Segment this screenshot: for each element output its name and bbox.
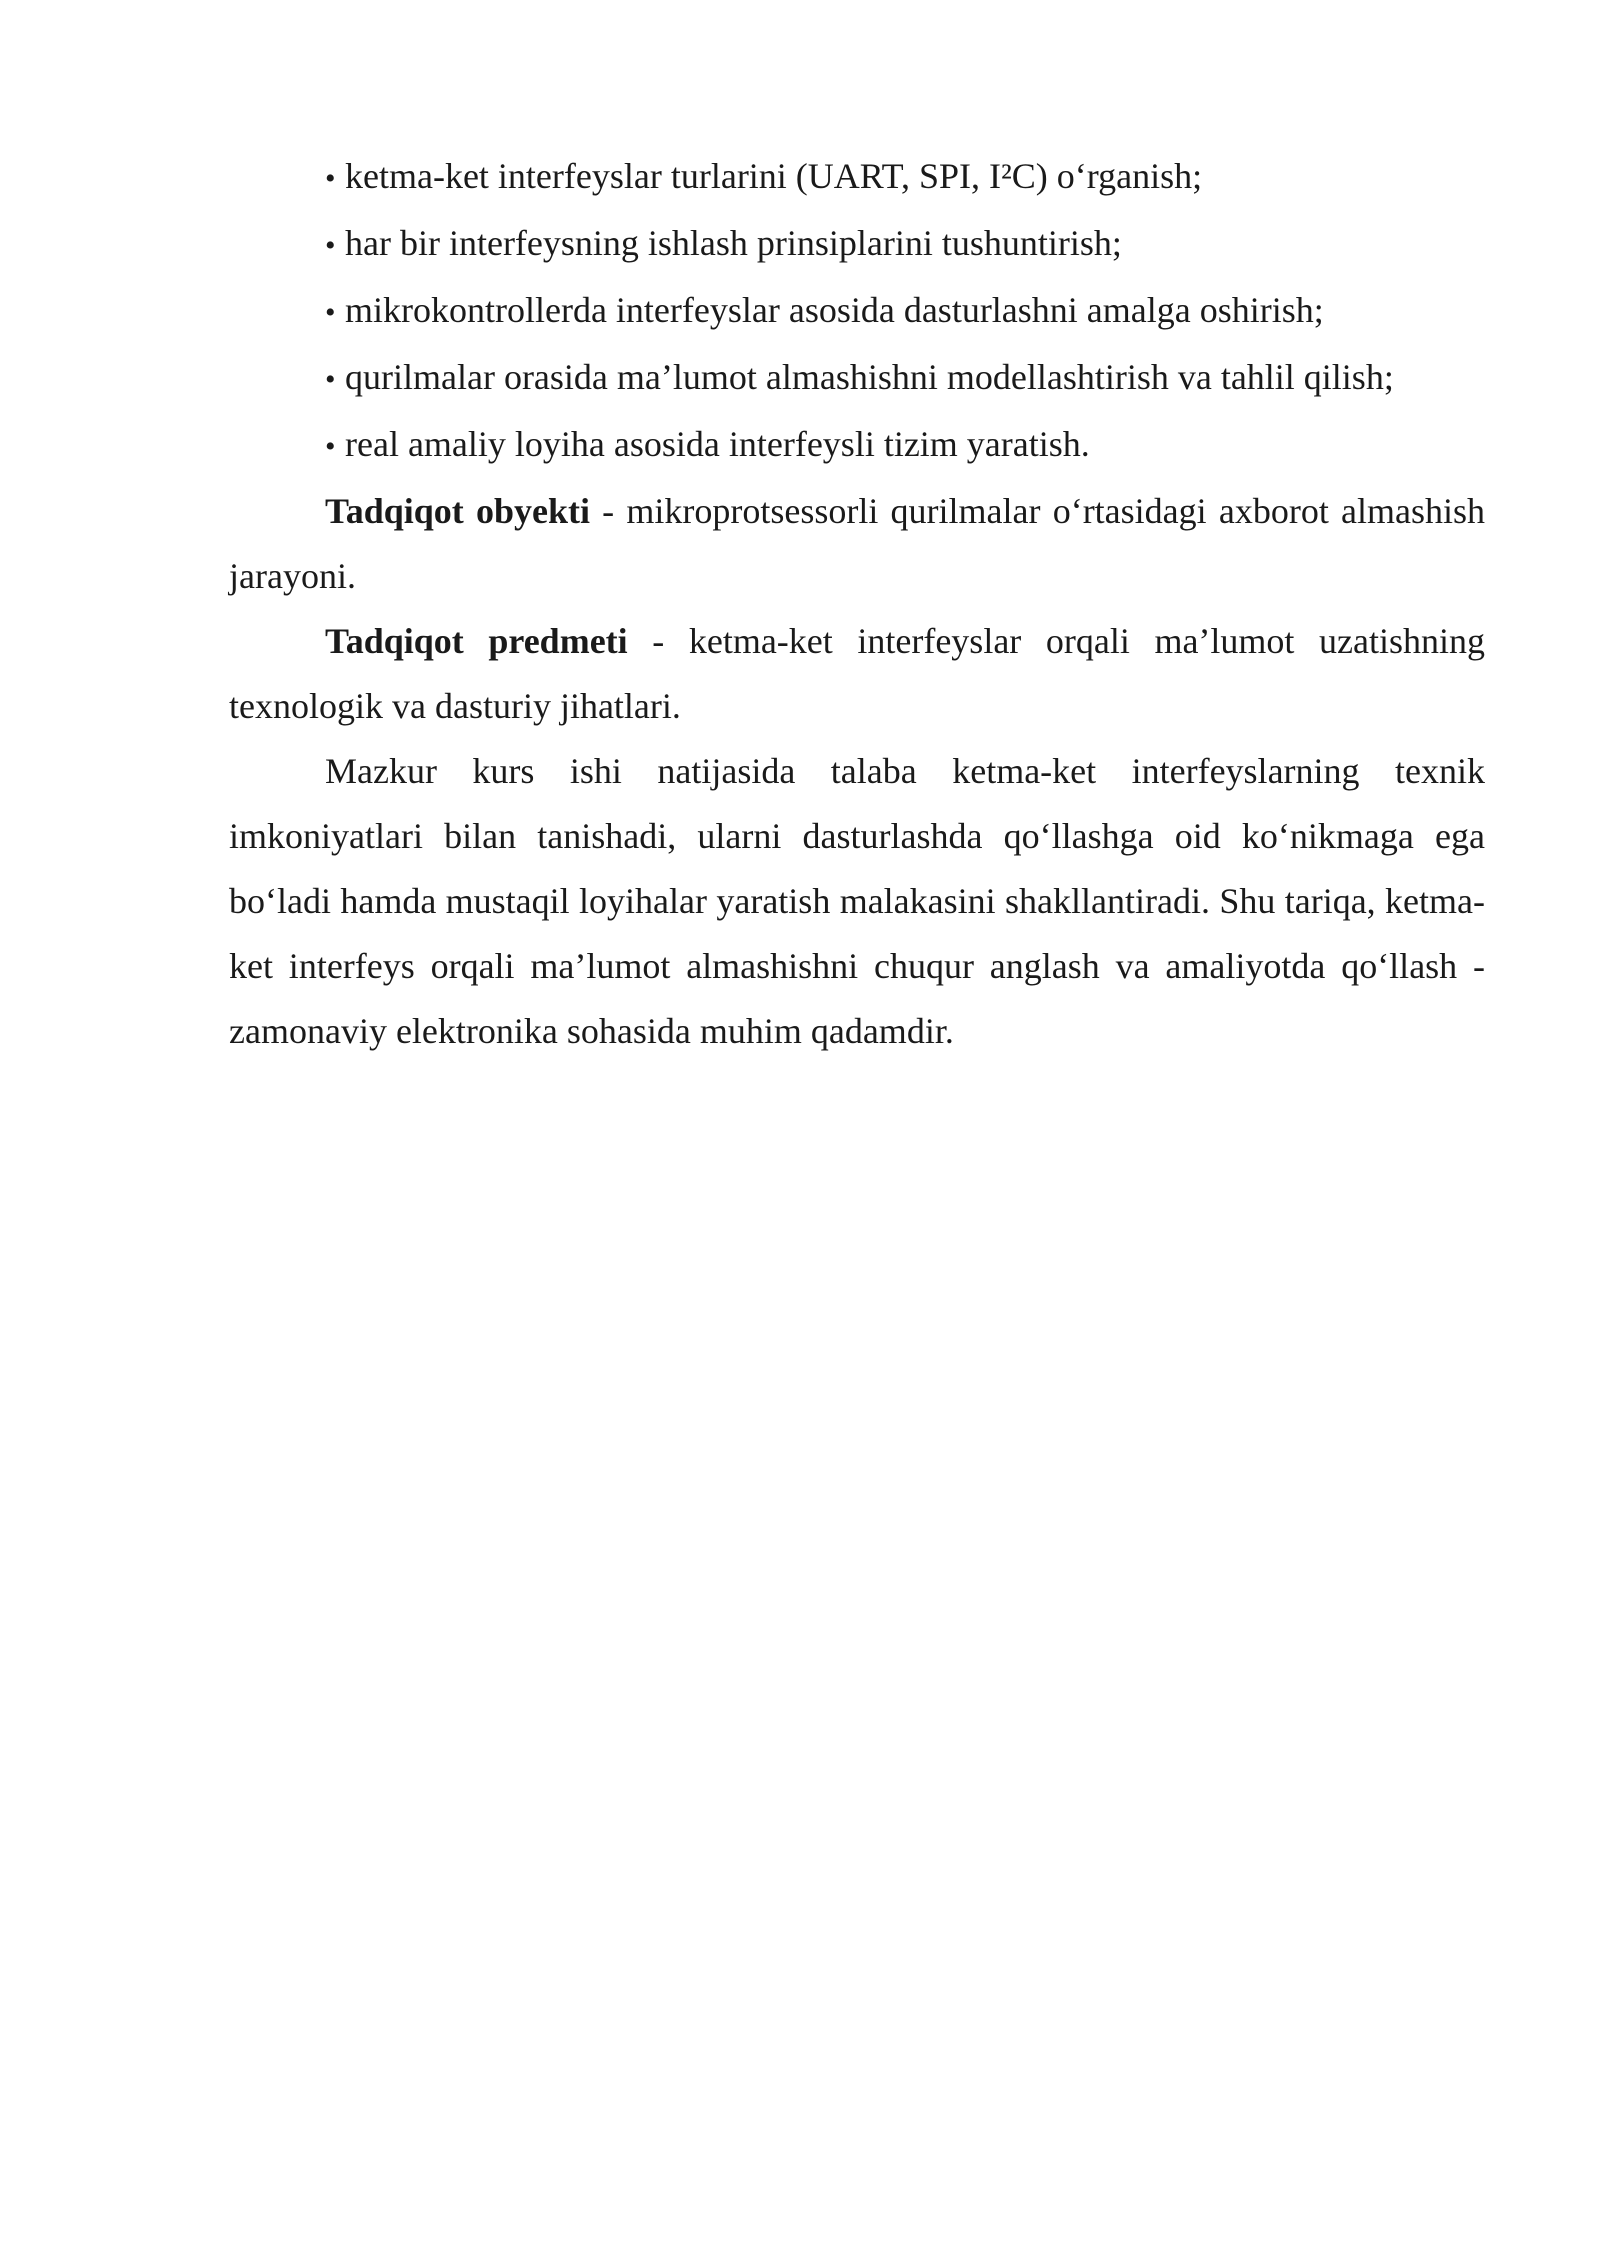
list-item [325,278,1485,345]
bullet-icon: • [325,162,336,195]
list-item [325,412,1485,479]
research-subject-paragraph [229,609,1485,739]
research-subject-term: Tadqiqot predmeti [325,621,628,661]
research-object-text: - mikroprotsessorli qurilmalar o‘rtasidagi axborot almashish jarayoni. [229,491,1486,596]
bullet-icon: • [325,296,336,329]
list-item-text: real amaliy loyiha asosida interfeysli tizim yaratish. [345,424,1090,464]
list-item-text: ketma-ket interfeyslar turlarini (UART, SPI, I²C) o‘rganish; [345,156,1203,196]
research-object-term: Tadqiqot obyekti [325,491,590,531]
bullet-icon: • [325,430,336,463]
bullet-icon: • [325,229,336,262]
research-subject-text: - ketma-ket interfeyslar orqali ma’lumot uzatishning texnologik va dasturiy jihatlari. [229,621,1485,726]
bullet-icon: • [325,363,336,396]
list-item [325,144,1485,211]
document-body [229,144,1485,1064]
list-item-text: mikrokontrollerda interfeyslar asosida dasturlashni amalga oshirish; [345,290,1324,330]
list-item [325,345,1485,412]
list-item-text: har bir interfeysning ishlash prinsiplarini tushuntirish; [345,223,1122,263]
research-goals-list [229,144,1485,479]
research-object-paragraph [229,479,1485,609]
list-item-text: qurilmalar orasida ma’lumot almashishni modellashtirish va tahlil qilish; [345,357,1394,397]
list-item [325,211,1485,278]
conclusion-paragraph: Mazkur kurs ishi natijasida talaba ketma-ket interfeyslarning texnik imkoniyatlari bilan tanishadi, ularni dasturlashda qo‘llashga oid ko‘nikmaga ega bo‘ladi hamda mustaqil loyihalar yaratish malakasini shakllantiradi. Shu tariqa, ketma-ket interfeys orqali ma’lumot almashishni chuqur anglash va amaliyotda qo‘llash - zamonaviy elektronika sohasida muhim qadamdir. [229,751,1485,1051]
